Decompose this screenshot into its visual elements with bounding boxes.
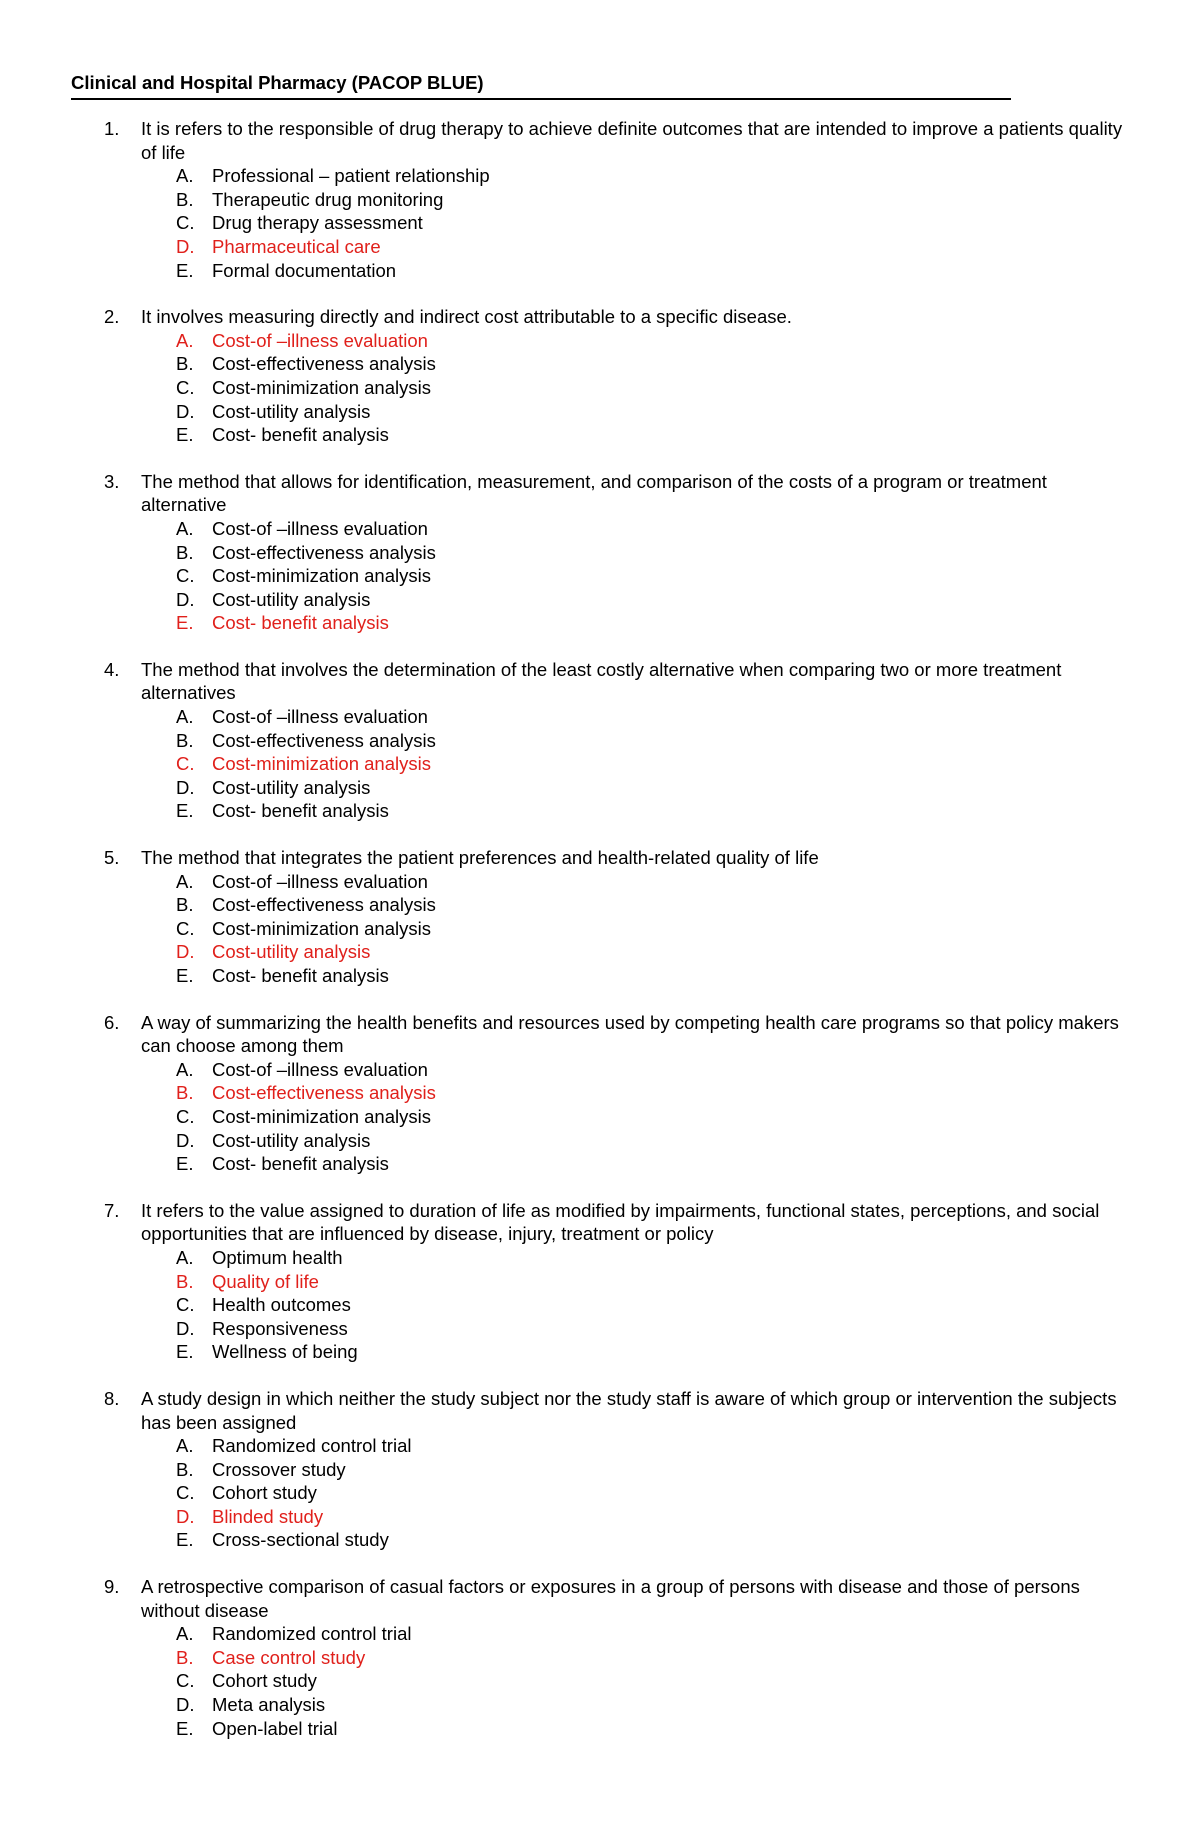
answer-option (0, 1317, 1200, 1341)
answer-option (0, 870, 1200, 894)
option-letter: A. (176, 1623, 194, 1645)
answer-option (0, 1293, 1200, 1317)
option-text: Blinded study (212, 1505, 324, 1527)
answer-option (0, 164, 1200, 188)
option-letter: C. (176, 1482, 195, 1504)
answer-option-correct (0, 1646, 1200, 1670)
option-letter: C. (176, 1670, 195, 1692)
option-letter: C. (176, 565, 195, 587)
option-text: Cost-minimization analysis (212, 753, 431, 775)
option-letter: A. (176, 1058, 194, 1080)
question-number: 8. (104, 1387, 120, 1409)
option-text: Health outcomes (212, 1294, 351, 1316)
option-text: Cost-of –illness evaluation (212, 329, 428, 351)
option-letter: B. (176, 1646, 194, 1668)
option-text: Cost- benefit analysis (212, 612, 389, 634)
answer-option (0, 352, 1200, 376)
option-letter: D. (176, 941, 195, 963)
answer-option (0, 376, 1200, 400)
option-letter: E. (176, 965, 194, 986)
option-text: Cost-minimization analysis (212, 376, 431, 398)
question-text: The method that involves the determination of the least costly alternative when comparing two or more treatment alternatives (141, 658, 1062, 704)
option-letter: E. (176, 612, 194, 634)
answer-option (0, 776, 1200, 800)
option-letter: E. (176, 800, 194, 822)
option-letter: C. (176, 1294, 195, 1316)
answer-option (0, 1152, 1200, 1176)
answer-option (0, 1622, 1200, 1646)
option-text: Cost-utility analysis (212, 776, 371, 798)
option-text: Cost-effectiveness analysis (212, 729, 436, 751)
option-text: Cost-effectiveness analysis (212, 541, 436, 563)
option-letter: C. (176, 753, 195, 775)
question-number: 7. (104, 1199, 120, 1221)
option-text: Cost-utility analysis (212, 941, 371, 963)
question-text: The method that integrates the patient preferences and health-related quality of life (141, 847, 819, 869)
option-letter: D. (176, 1317, 195, 1339)
answer-option (0, 400, 1200, 424)
answer-option (0, 1105, 1200, 1129)
option-list (0, 1434, 1200, 1552)
option-letter: E. (176, 1717, 194, 1739)
question-text: A way of summarizing the health benefits and resources used by competing health care programs so that policy makers can choose among them (141, 1011, 1119, 1057)
answer-option (0, 259, 1200, 283)
option-text: Professional – patient relationship (212, 165, 490, 187)
question-list (0, 117, 1200, 1763)
option-text: Cost-minimization analysis (212, 917, 431, 939)
option-text: Cross-sectional study (212, 1529, 389, 1551)
option-text: Optimum health (212, 1246, 343, 1268)
answer-option-correct (0, 940, 1200, 964)
question-number: 5. (104, 847, 120, 869)
option-letter: D. (176, 1505, 195, 1527)
question-item (0, 1199, 1200, 1364)
option-text: Cost- benefit analysis (212, 965, 389, 986)
option-letter: B. (176, 1270, 194, 1292)
option-letter: B. (176, 541, 194, 563)
option-letter: D. (176, 1694, 195, 1716)
option-letter: E. (176, 1153, 194, 1175)
answer-option-correct (0, 235, 1200, 259)
answer-option (0, 188, 1200, 212)
option-letter: A. (176, 706, 194, 728)
question-number: 9. (104, 1576, 120, 1598)
option-text: Cost-effectiveness analysis (212, 894, 436, 916)
answer-option-correct (0, 1505, 1200, 1529)
option-text: Cost-utility analysis (212, 400, 371, 422)
option-text: Formal documentation (212, 259, 397, 281)
option-letter: C. (176, 917, 195, 939)
option-text: Randomized control trial (212, 1435, 412, 1457)
option-letter: A. (176, 1435, 194, 1457)
option-text: Responsiveness (212, 1317, 348, 1339)
option-text: Cost-of –illness evaluation (212, 870, 428, 892)
answer-option (0, 517, 1200, 541)
option-text: Cost-of –illness evaluation (212, 706, 428, 728)
answer-option (0, 1481, 1200, 1505)
option-list (0, 1246, 1200, 1364)
answer-option (0, 541, 1200, 565)
option-text: Cost-utility analysis (212, 588, 371, 610)
option-text: Meta analysis (212, 1694, 326, 1716)
answer-option (0, 564, 1200, 588)
answer-option (0, 1246, 1200, 1270)
question-text: It is refers to the responsible of drug therapy to achieve definite outcomes that are intended to improve a patients quality of life (141, 118, 1123, 163)
question-number: 2. (104, 306, 120, 328)
option-letter: A. (176, 165, 194, 187)
option-text: Pharmaceutical care (212, 235, 381, 257)
question-item (0, 305, 1200, 447)
option-letter: C. (176, 376, 195, 398)
option-list (0, 517, 1200, 635)
question-item (0, 1011, 1200, 1176)
answer-option (0, 1717, 1200, 1741)
answer-option (0, 799, 1200, 823)
option-text: Wellness of being (212, 1341, 358, 1363)
option-text: Cohort study (212, 1670, 317, 1692)
answer-option-correct (0, 329, 1200, 353)
option-letter: B. (176, 1082, 194, 1104)
option-list (0, 870, 1200, 988)
question-text: A retrospective comparison of casual factors or exposures in a group of persons with disease and those of persons without disease (141, 1576, 1080, 1621)
option-text: Cost-of –illness evaluation (212, 517, 428, 539)
option-text: Quality of life (212, 1270, 319, 1292)
answer-option (0, 1058, 1200, 1082)
question-item (0, 1387, 1200, 1552)
option-letter: C. (176, 212, 195, 234)
answer-option (0, 893, 1200, 917)
question-number: 6. (104, 1011, 120, 1033)
question-text: The method that allows for identification, measurement, and comparison of the costs of a program or treatment alternative (141, 470, 1047, 516)
question-number: 4. (104, 658, 120, 680)
answer-option (0, 588, 1200, 612)
question-text: It refers to the value assigned to duration of life as modified by impairments, functional states, perceptions, and social opportunities that are influenced by disease, injury, treatment or policy (141, 1199, 1100, 1245)
option-letter: E. (176, 259, 194, 281)
option-letter: A. (176, 517, 194, 539)
option-letter: D. (176, 776, 195, 798)
option-letter: E. (176, 1341, 194, 1363)
option-list (0, 329, 1200, 447)
answer-option (0, 423, 1200, 447)
answer-option (0, 1458, 1200, 1482)
option-letter: E. (176, 1529, 194, 1551)
answer-option (0, 705, 1200, 729)
option-text: Cost-minimization analysis (212, 1105, 431, 1127)
option-text: Crossover study (212, 1458, 346, 1480)
document-title: Clinical and Hospital Pharmacy (PACOP BLUE) (71, 71, 1011, 100)
question-item (0, 1575, 1200, 1740)
option-list (0, 1622, 1200, 1740)
answer-option-correct (0, 1081, 1200, 1105)
answer-option (0, 1528, 1200, 1552)
answer-option (0, 1340, 1200, 1364)
question-item (0, 658, 1200, 823)
answer-option-correct (0, 611, 1200, 635)
answer-option (0, 729, 1200, 753)
option-letter: B. (176, 1458, 194, 1480)
option-letter: D. (176, 235, 195, 257)
question-text: It involves measuring directly and indirect cost attributable to a specific disease. (141, 306, 792, 328)
option-letter: A. (176, 329, 194, 351)
answer-option (0, 964, 1200, 988)
question-number: 3. (104, 470, 120, 492)
option-letter: C. (176, 1105, 195, 1127)
option-text: Case control study (212, 1646, 366, 1668)
option-letter: D. (176, 1129, 195, 1151)
question-item (0, 117, 1200, 282)
option-text: Cost-effectiveness analysis (212, 353, 436, 375)
option-text: Therapeutic drug monitoring (212, 188, 444, 210)
question-number: 1. (104, 118, 120, 139)
option-letter: A. (176, 870, 194, 892)
option-text: Open-label trial (212, 1717, 338, 1739)
option-text: Drug therapy assessment (212, 212, 423, 234)
option-list (0, 705, 1200, 823)
option-text: Cost- benefit analysis (212, 424, 389, 446)
answer-option (0, 1129, 1200, 1153)
answer-option-correct (0, 1270, 1200, 1294)
answer-option (0, 1434, 1200, 1458)
option-text: Cost-of –illness evaluation (212, 1058, 428, 1080)
option-text: Cost-effectiveness analysis (212, 1082, 436, 1104)
option-letter: B. (176, 188, 194, 210)
option-letter: D. (176, 400, 195, 422)
question-item (0, 846, 1200, 988)
answer-option (0, 211, 1200, 235)
option-text: Cost-utility analysis (212, 1129, 371, 1151)
option-letter: B. (176, 353, 194, 375)
option-letter: D. (176, 588, 195, 610)
option-text: Cost-minimization analysis (212, 565, 431, 587)
option-letter: B. (176, 729, 194, 751)
answer-option (0, 1693, 1200, 1717)
option-text: Cost- benefit analysis (212, 1153, 389, 1175)
option-text: Cohort study (212, 1482, 317, 1504)
option-list (0, 1058, 1200, 1176)
option-letter: B. (176, 894, 194, 916)
option-letter: A. (176, 1246, 194, 1268)
option-letter: E. (176, 424, 194, 446)
option-text: Cost- benefit analysis (212, 800, 389, 822)
answer-option-correct (0, 752, 1200, 776)
option-text: Randomized control trial (212, 1623, 412, 1645)
question-item (0, 470, 1200, 635)
answer-option (0, 1669, 1200, 1693)
answer-option (0, 917, 1200, 941)
option-list (0, 164, 1200, 282)
question-text: A study design in which neither the study subject nor the study staff is aware of which group or intervention the subjects has been assigned (141, 1387, 1117, 1433)
